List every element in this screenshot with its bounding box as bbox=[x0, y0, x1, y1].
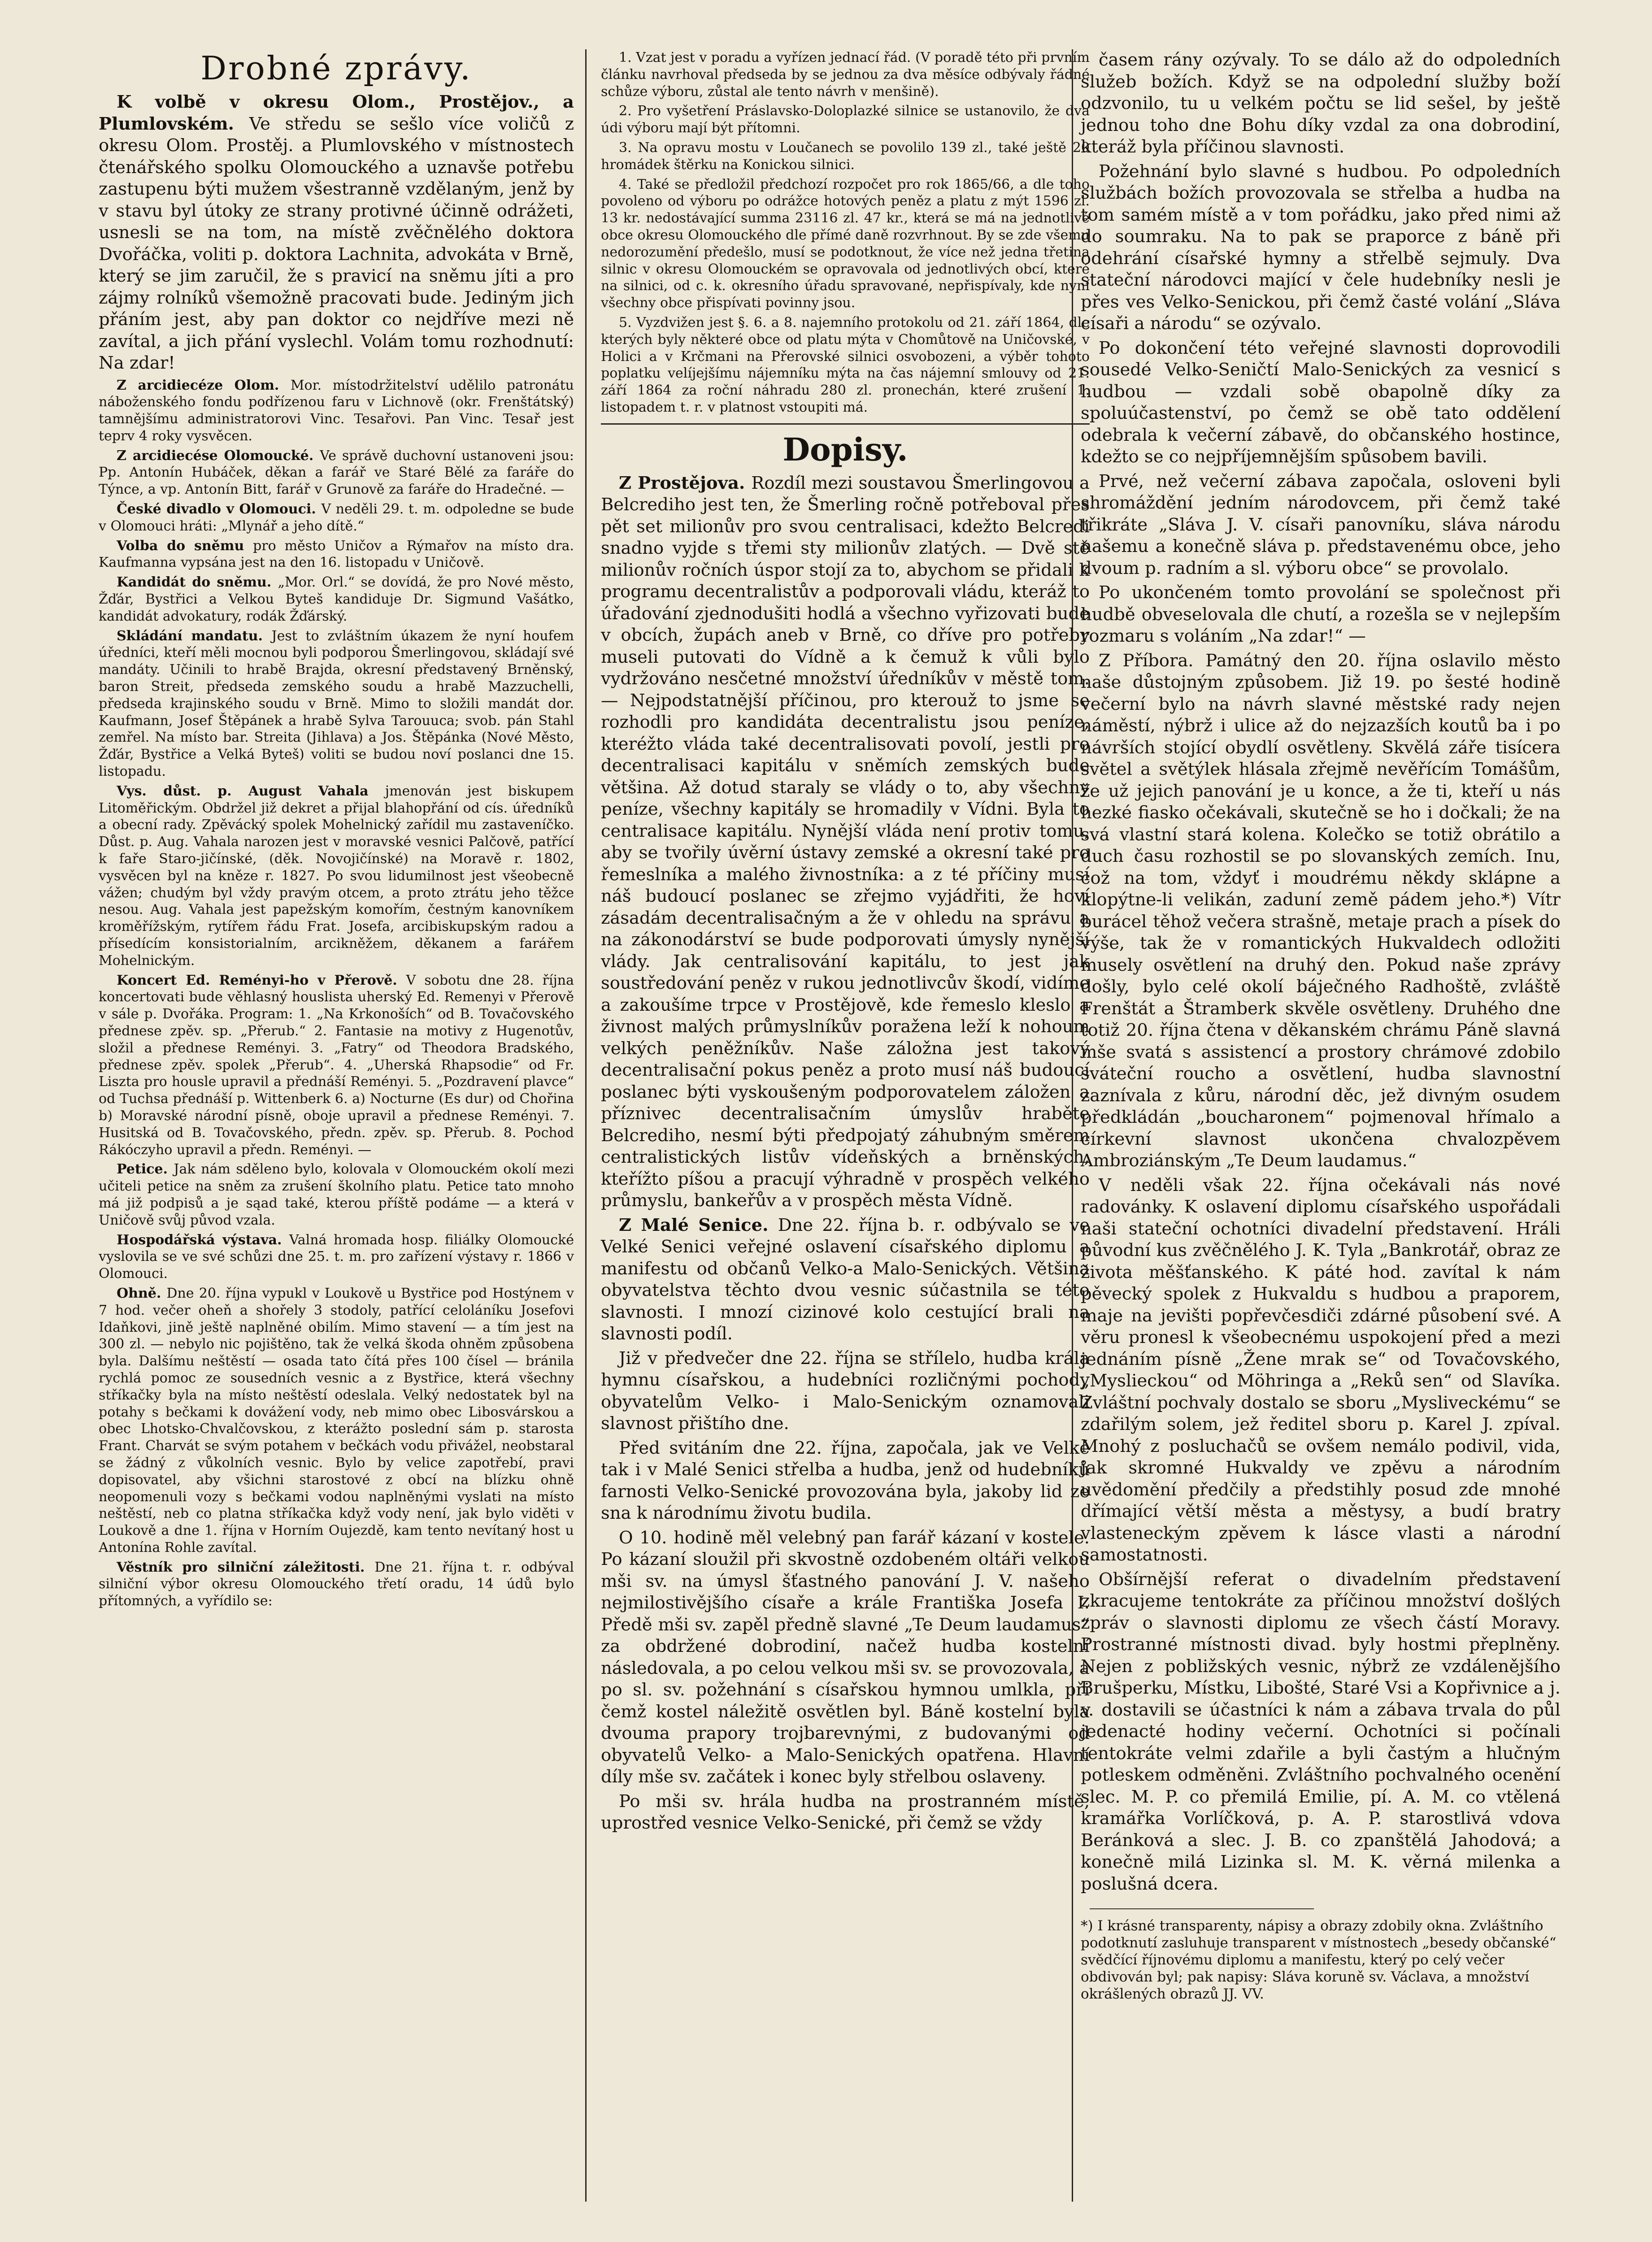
letter-paragraph: Prvé, než večerní zábava započala, osloveni byli shromáždění jedním národovcem, při čemž také třikráte „Sláva J. V. císaři panovníku, sláva národu našemu a konečně sláva p. představenému obce, jeho dvoum p. radním a sl. výboru obce“ se provolalo. bbox=[1081, 471, 1561, 578]
news-item bbox=[99, 1232, 574, 1282]
news-item bbox=[99, 1161, 574, 1229]
letter-paragraph: časem rány ozývaly. To se dálo až do odpoledních služeb božích. Když se na odpolední služby boží odzvonilo, tu u velkém počtu se lid sešel, by ještě jednou toho dne Bohu díky vzdal za ona dobrodiní, kteráž byla příčinou slavnosti. bbox=[1081, 50, 1561, 157]
road-committee-items bbox=[601, 49, 1090, 416]
article-lead: Skládání mandatu. bbox=[117, 628, 272, 644]
article-text: Dne 22. října b. r. odbývalo se ve Velké Senici veřejné oslavení císařského diplomu a manifestu od občanů Velko-a Malo-Senických. Většina obyvatelstva těchto dvou vesnic súčastnila se této slavnosti. I mnozí cizinové kolo cestující brali na slavnosti podíl. bbox=[601, 1215, 1090, 1344]
article-lead: Petice. bbox=[117, 1161, 174, 1177]
news-item bbox=[99, 628, 574, 780]
news-item bbox=[99, 501, 574, 535]
news-item bbox=[99, 448, 574, 498]
section-divider bbox=[601, 423, 1090, 425]
article-text: Před svitáním dne 22. října, započala, jak ve Velké tak i v Malé Senici střelba a hudba, jenž od hudebníků farnosti Velko-Senické provozována byla, jakoby lid ze sna k národnímu životu budila. bbox=[601, 1438, 1090, 1524]
article-text: Po mši sv. hrála hudba na prostranném místě, uprostřed vesnice Velko-Senické, při čemž se vždy bbox=[601, 1791, 1090, 1834]
article-text: Ve středu se sešlo více voličů z okresu Olom. Prostěj. a Plumlovského v místnostech čtenářského spolku Olomouckého a uznavše potřebu zastupenu býti mužem všestranně vzdělaným, jenž by v stavu byl útoky ze strany protivné účinně odrážeti, usnesli se na tom, na místě zvěčnělého doktora Dvořáčka, voliti p. doktora Lachnita, advokáta v Brně, který se jim zaručil, že s pravicí na sněmu jíti a pro zájmy rolníků všemožně pracovati bude. Jediným jich přáním jest, aby pan doktor co nejdříve mezi ně zavítal, a jich přání vyslechl. Volám tomu rozhodnutí: Na zdar! bbox=[99, 113, 574, 373]
letter-paragraph bbox=[601, 1215, 1090, 1345]
letter-paragraph bbox=[601, 473, 1090, 1212]
article-lead: Koncert Ed. Reményi-ho v Přerově. bbox=[117, 972, 406, 988]
article-lead: Z Prostějova. bbox=[619, 473, 752, 493]
article-text: Jest to zvláštním úkazem že nyní houfem úředníci, kteří měli mocnou byli podporou Šmerlingovou, skládají své mandáty. Učinili to hrabě Brajda, okresní představený Brněnský, baron Streit, předseda zemského soudu a hrabě Mazzuchelli, předseda krajinského soudu v Brně. Mimo to složili mandát dor. Kaufmann, Josef Štěpánek a hrabě Sylva Tarouuca; svob. pán Stahl zemřel. Na místo bar. Streita (Jihlava) a Jos. Štěpánka (Nové Město, Žďár, Bystřice a Velká Byteš) voliti se budou noví poslanci dne 15. listopadu. bbox=[99, 628, 574, 780]
letter-paragraph bbox=[601, 1348, 1090, 1435]
news-item bbox=[99, 1285, 574, 1556]
committee-item: 3. Na opravu mostu v Loučanech se povolilo 139 zl., také ještě 20 hromádek štěrku na Konickou silnici. bbox=[601, 139, 1090, 173]
article-lead: K volbě v okresu Olom., Prostějov., a Plumlovském. bbox=[99, 92, 574, 134]
article-lead: Volba do sněmu bbox=[117, 538, 253, 554]
news-item bbox=[99, 377, 574, 445]
article-text: V neděli 29. t. m. odpoledne se bude v Olomouci hráti: „Mlynář a jeho dítě.“ bbox=[99, 501, 574, 534]
article-text: Dne 20. října vypukl v Loukově u Bystřice pod Hostýnem v 7 hod. večer oheň a shořely 3 stodoly, patřící celoláníku Josefovi Idaňkovi, jině ještě naplněné obilím. Mimo stavení — a tím jest na 300 zl. — nebylo nic pojištěno, tak že velká škoda ohněm způsobena byla. Dalšímu neštěstí — osada tato čítá přes 100 čísel — bránila rychlá pomoc ze sousedních vesnic a z Bystřice, která všechny stříkačky byla na místo neštěstí odeslala. Velký nedostatek byl na potahy s bečkami k dovážení vody, neb mimo obec Libosvárskou a obec Lhotsko-Chvalčovskou, z kterážto poslední sám p. starosta Frant. Charvát se svým potahem v bečkách vodu přivážel, neobstaral se žádný z vůkolních vesnic. Bylo by velice zapotřebí, pravi dopisovatel, aby všichni starostové z obcí na blízku ohně neopomenuli vozy s bečkami vodou naplněnými vyslati na místo neštěstí, neb co platna stříkačka když vody není, jak bylo viděti v Loukově a dne 1. října v Horním Oujezdě, kam tento nevítaný host u Antonína Rohle zavítal. bbox=[99, 1285, 574, 1555]
article-text: „Mor. Orl.“ se dovídá, že pro Nové město, Žďár, Bystřici a Velkou Byteš kandiduje Dr. Sigmund Vašátko, kandidát advokatury, rodák Žďárský. bbox=[99, 574, 574, 624]
letter-paragraph: V neděli však 22. října očekávali nás nové radovánky. K oslavení diplomu císařského uspořádali naši stateční ochotníci divadelní představení. Hráli původní kus zvěčnělého J. K. Tyla „Bankrotář, obraz ze života měšťanského. K páté hod. zavítal k nám pěvecký spolek z Hukvaldu s hudbou a praporem, maje na jevišti popřevčesdiči zdárné působení své. A věru pronesl k všeobecnému uspokojení před a mezi jednáním písně „Žene mrak se“ od Tovačovského, „Myslieckou“ od Möhringa a „Reků sen“ od Slavíka. Zvláštní pochvaly dostalo se sboru „Mysliveckému“ se zdařilým solem, jež ředitel sboru p. Karel J. zpíval. Mnohý z posluchačů se ovšem nemálo podivil, vida, jak skromné Hukvaldy ve zpěvu a národním uvědomění předčily a předstihly posud zde mnohé dřímající větší města a městysy, a budí bratry vlasteneckým zpěvem k lásce vlasti a národní samostatnosti. bbox=[1081, 1175, 1561, 1565]
letter-paragraph: Po dokončení této veřejné slavnosti doprovodili sousedé Velko-Seničtí Malo-Senických za vesnicí s hudbou — vzdali sobě obapolně díky za spoluúčastenství, po čemž se obě tato oddělení odebrala k večerní zábavě, do občanského hostince, kdežto se co nejpříjemnějším spůsobem bavili. bbox=[1081, 338, 1561, 467]
article-text: jmenován jest biskupem Litoměřickým. Obdržel již dekret a přijal blahopřání od cís. úředníků a obecní rady. Zpěvácký spolek Mohelnický zařídil mu zastaveníčko. Důst. p. Aug. Vahala narozen jest v moravské vesnici Palčově, patřící k faře Staro-jičínské, (děk. Novojičínské) na Moravě r. 1802, vysvěcen byl na kněze r. 1827. Po svou lidumilnost jest všeobecně vážen; chudým byl vždy pravým otcem, a proto ztrátu jeho těžce nesou. Aug. Vahala jest papežským komořím, čestným kanovníkem kroměřížským, rytířem řádu Frat. Josefa, arcibiskupským radou a přísedícím konsistorialním, arcikněžem, děkanem a farářem Mohelnickým. bbox=[99, 783, 574, 969]
article-lead: Z Malé Senice. bbox=[619, 1215, 778, 1235]
article-text: V sobotu dne 28. října koncertovati bude věhlasný houslista uherský Ed. Remenyi v Přerově v sále p. Dvořáka. Program: 1. „Na Krkonoších“ od B. Tovačovského přednese zpěv. sp. „Přerub.“ 2. Fantasie na motivy z Hugenotův, složil a přednese Reményi. 3. „Fatry“ od Theodora Bradského, přednese zpěv. spolek „Přerub“. 4. „Uherská Rhapsodie“ od Fr. Liszta pro housle upravil a přednáší Reményi. 5. „Pozdravení plavce“ od Tuchsa přednáší p. Wittenberk 6. a) Nocturne (Es dur) od Chořina b) Moravské národní písně, oboje upravil a přednese Reményi. 7. Husitská od B. Tovačovského, předn. zpěv. sp. Přerub. 8. Pochod Rákóczyho upravil a předn. Reményi. — bbox=[99, 972, 574, 1158]
article-lead: Vys. důst. p. August Vahala bbox=[117, 783, 385, 799]
article-lead: Hospodářská výstava. bbox=[117, 1232, 289, 1248]
news-item bbox=[99, 91, 574, 374]
article-text: pro město Uničov a Rýmařov na místo dra. Kaufmanna vypsána jest na den 16. listopadu v Uničově. bbox=[99, 538, 574, 571]
letter-paragraph: Požehnání bylo slavné s hudbou. Po odpoledních službách božích provozovala se střelba a hudba na tom samém místě a v tom pořádku, jako před nimi až do soumraku. Na to pak se praporce z báně při odehrání císařské hymny a střelbě sejmuly. Dva stateční národovci mající v čele hudebníky nesli je přes ves Velko-Senickou, při čemž časté volání „Sláva císaři a národu“ se ozývalo. bbox=[1081, 161, 1561, 334]
article-lead: Z arcidiecéze Olom. bbox=[117, 377, 291, 393]
news-item bbox=[99, 972, 574, 1159]
section-title-drobne-zpravy: Drobné zprávy. bbox=[200, 49, 472, 87]
letter-paragraph: Z Příbora. Památný den 20. října oslavilo město naše důstojným způsobem. Již 19. po šesté hodině večerní bylo na návrh slavné městské rady nejen náměstí, nýbrž i ulice až do nejzazších koutů ba i po návrších stojící obydlí osvětleny. Skvělá záře tisícera světel a světýlek hlásala zřejmě nevěřícím Tomášům, že už jejich panování je u konce, a že ti, kteří u nás hezké fiasko očekávali, skutečně se ho i dočkali; že na svá vlastní stará kolena. Kolečko se totiž obrátilo a duch času rozhostil se po slovanských zemích. Inu, což na tom, vždyť i moudrému někdy sklápne a klopýtne-li velikán, zaduní země pádem jeho.*) Vítr burácel těhož večera strašně, metaje prach a písek do výše, tak že v romantických Hukvaldech odložiti musely osvětlení na druhý den. Pokud naše zprávy došly, bylo celé okolí báječného Radhoště, zvláště Frenštát a Štramberk skvěle osvětleny. Druhého dne totiž 20. října čtena v děkanském chrámu Páně slavná mše svatá s assistencí a prostory chrámové zdobilo sváteční roucho a osvětlení, hudba slavnostní zaznívala z kůru, národní děc, jež divným osudem předkládán „boucharonem“ pojmenoval hřímalo a církevní slavnost ukončena chvalozpěvem Ambroziánským „Te Deum laudamus.“ bbox=[1081, 650, 1561, 1171]
committee-item: 5. Vyzdvižen jest §. 6. a 8. najemního protokolu od 21. září 1864, dle kterých byly některé obce od platu mýta v Chomůtově na Uničovské, v Holici a v Krčmani na Přerovské silnici osvobozeni, a výběr tohoto poplatku velíjejšímu nájemníku mýta na čas nájemní smlouvy od 21. září 1864 za roční náhradu 280 zl. pronechán, které zrušení 1. listopadem t. r. v platnost vstoupiti má. bbox=[601, 314, 1090, 415]
section-title-dopisy: Dopisy. bbox=[783, 430, 908, 468]
article-lead: Kandidát do sněmu. bbox=[117, 574, 278, 591]
column-rule-1 bbox=[585, 49, 587, 2202]
column-3-articles bbox=[1081, 49, 1561, 1895]
news-item bbox=[99, 1559, 574, 1610]
news-item bbox=[99, 538, 574, 572]
letter-paragraph bbox=[601, 1527, 1090, 1788]
article-lead: České divadlo v Olomouci. bbox=[117, 501, 322, 517]
footnote: *) I krásné transparenty, nápisy a obrazy zdobily okna. Zvláštního podotknutí zasluhuje transparent v místnostech „besedy občanské“ svědčící říjnovému diplomu a manifestu, který po celý večer obdivován byl; pak napisy: Sláva koruně sv. Václava, a množství okrášlených obrazů JJ. VV. bbox=[1081, 1918, 1556, 2002]
column-2-letters bbox=[601, 473, 1090, 1834]
article-text: Dne 21. října t. r. odbýval silniční výbor okresu Olomouckého třetí oradu, 14 údů bylo přítomných, a vyřídilo se: bbox=[99, 1559, 574, 1609]
article-text: Rozdíl mezi soustavou Šmerlingovou a Belcrediho jest ten, že Šmerling ročně potřeboval přes pět set milionův pro svou centralisaci, kdežto Belcredi snadno vyjde s třemi sty milionův zlatých. — Dvě stě milionův ročních úspor stojí za to, abychom se přidali k programu decentralistův a podporovali vládu, kteráž to úřadování zjednodušiti hodlá a všechno vyřizovati bude v obcích, župách aneb v Brně, co dříve pro potřeby museli putovati do Vídně a k čemuž k vůli bylo vydržováno nesčetné množství úředníkův v městě tom. — Nejpodstatnější příčinou, pro kterouž to jsme se rozhodli pro kandidáta decentralistu jsou peníze, kteréžto vláda také decentralisovati povolí, jestli pro decentralisaci kapitálu v sněmích zemských bude většina. Až dotud staraly se vlády o to, aby všechny peníze, všechny kapitály se hromadily v Vídni. Byla to centralisace kapitálu. Nynější vláda není protiv tomu, aby se tvořily úvěrní ústavy zemské a okresní také pro řemeslníka a malého živnostníka: a z té příčiny musí náš budoucí poslanec se zřejmo vyjádřiti, že hoví zásadám decentralisačným a že v ohledu na správu a na zákonodárství se bude podporovati úmysly nynější vlády. Jak centralisování kapitálu, to jest jak soustředování peněz v rukou jednotlivcův škodí, vidíme a zakoušíme trpce v Prostějově, kde řemeslo kleslo a živnost malých průmyslníkův poražena leží k nohoum velkých peněžníkův. Naše záložna jest takový decentralisační pokus peněz a proto musí náš budoucí poslanec býti vyskoušeným podporovatelem záložen a příznivec decentralisačním úmyslův hraběte Belcrediho, nesmí býti předpojatý záhubným směrem centralistických listův vídeňských a brněnských, kteřížto píšou a pracují výhradně v prospěch velkého průmyslu, bankeřův a v prospěch města Vídně. bbox=[601, 473, 1090, 1211]
article-text: Valná hromada hosp. filiálky Olomoucké vyslovila se ve své schůzi dne 25. t. m. pro zařízení výstavy r. 1866 v Olomouci. bbox=[99, 1232, 574, 1282]
article-text: Ve správě duchovní ustanoveni jsou: Pp. Antonín Hubáček, děkan a farář ve Staré Bělé za faráře do Týnce, a vp. Antonín Bitt, farář v Grunově za faráře do Hradečné. — bbox=[99, 448, 574, 498]
letter-paragraph bbox=[601, 1791, 1090, 1834]
article-lead: Z arcidiecése Olomoucké. bbox=[117, 448, 320, 464]
article-text: O 10. hodině měl velebný pan farář kázaní v kostele. Po kázaní sloužil při skvostně ozdobeném oltáři velkou mši sv. na úmysl šťastného panování J. V. našeho nejmilostivějšího císaře a krále Františka Josefa I. Předě mši sv. zapěl předně slavné „Te Deum laudamus“ za obdržené dobrodiní, načež hudba kostelní následovala, a po celou velkou mši sv. se provozovala, a po sl. sv. požehnání s císařskou hymnou umlkla, při čemž kostel náležitě osvětlen byl. Báně kostelní byla dvouma prapory trojbarevnými, z budovanými od obyvatelů Velko- a Malo-Senických opatřena. Hlavní díly mše sv. začátek i konec byly střelbou oslaveny. bbox=[601, 1527, 1090, 1787]
footnote-rule bbox=[1090, 1908, 1314, 1909]
column-1-articles bbox=[99, 91, 574, 1610]
article-lead: Věstník pro silniční záležitosti. bbox=[117, 1559, 375, 1575]
column-3 bbox=[1081, 49, 1561, 2003]
column-2 bbox=[601, 49, 1090, 1837]
letter-paragraph: Obšírnější referat o divadelním představení zkracujeme tentokráte za příčinou množství došlých zpráv o slavnosti diplomu ze všech částí Moravy. Prostranné místnosti divad. byly hostmi přeplněny. Nejen z pobližských vesnic, nýbrž ze vzdálenějšího Brušperku, Místku, Libošté, Staré Vsi a Kopřivnice a j. v. dostavili se účastníci k nám a zábava trvala do půl jedenacté hodiny večerní. Ochotníci si počínali tentokráte velmi zdařile a byli častým a hlučným potleskem odměněni. Zvláštního pochvalného ocenění slec. M. P. co přemilá Emilie, pí. A. M. co vtělená kramářka Vorlíčková, p. A. P. starostlivá vdova Beránková a slec. J. B. co zpanštělá Jahodová; a konečně milá Lizinka sl. M. K. věrná milenka a poslušná dcera. bbox=[1081, 1569, 1561, 1894]
article-text: Již v předvečer dne 22. října se střílelo, hudba krála hymnu císařskou, a hudebníci rozličnými pochody obyvatelům Velko- i Malo-Senickým oznamovali slavnost přištího dne. bbox=[601, 1348, 1090, 1434]
letter-paragraph bbox=[601, 1438, 1090, 1525]
article-text: Jak nám sděleno bylo, kolovala v Olomouckém okolí mezi učiteli petice na sněm za zrušení školního platu. Petice tato mnoho má již podpisů a je sąad také, kterou příště podáme — a která v Uničově svůj původ vzala. bbox=[99, 1161, 574, 1228]
committee-item: 1. Vzat jest v poradu a vyřízen jednací řád. (V poradě této při prvním článku navrhoval předseda by se jednou za dva měsíce odbývaly řádné schůze výboru, zůstal ale tento návrh v menšině). bbox=[601, 50, 1090, 100]
news-item bbox=[99, 574, 574, 625]
committee-item: 4. Také se předložil předchozí rozpočet pro rok 1865/66, a dle toho povoleno od výboru po odrážce hotových peněz a platu z mýt 1596 zl. 13 kr. nedostávající summa 23116 zl. 47 kr., která se má na jednotlivé obce okresu Olomouckého dle přímé daně rozvrhnout. By se zde všemu nedorozumění předešlo, musí se podotknout, že více než jedna třetina silnic v okresu Olomouckém se opravovala od jednotlivých obcí, které na silnici, od c. k. okresního úřadu spravované, nepřispívaly, kde nyní všechny obce přispívati povinny jsou. bbox=[601, 176, 1090, 311]
article-text: Mor. místodržitelství udělilo patronátu nábožensk​ého fondu podřízenou faru v Lichnově (okr. Frenštátský) tamnějšímu administratorovi Vinc. Tesařovi. Pan Vinc. Tesař jest teprv 4 roky vysvěcen. bbox=[99, 377, 574, 444]
column-1 bbox=[99, 49, 574, 1612]
committee-item: 2. Pro vyšetření Práslavsko-Doloplazké silnice se ustanovilo, že dva údi výboru mají být přítomni. bbox=[601, 103, 1090, 136]
letter-paragraph: Po ukončeném tomto provolání se společnost při hudbě obveselovala dle chutí, a rozešla se v nejlepším rozmaru s voláním „Na zdar!“ — bbox=[1081, 582, 1561, 646]
news-item bbox=[99, 783, 574, 969]
article-lead: Ohně. bbox=[117, 1285, 167, 1301]
